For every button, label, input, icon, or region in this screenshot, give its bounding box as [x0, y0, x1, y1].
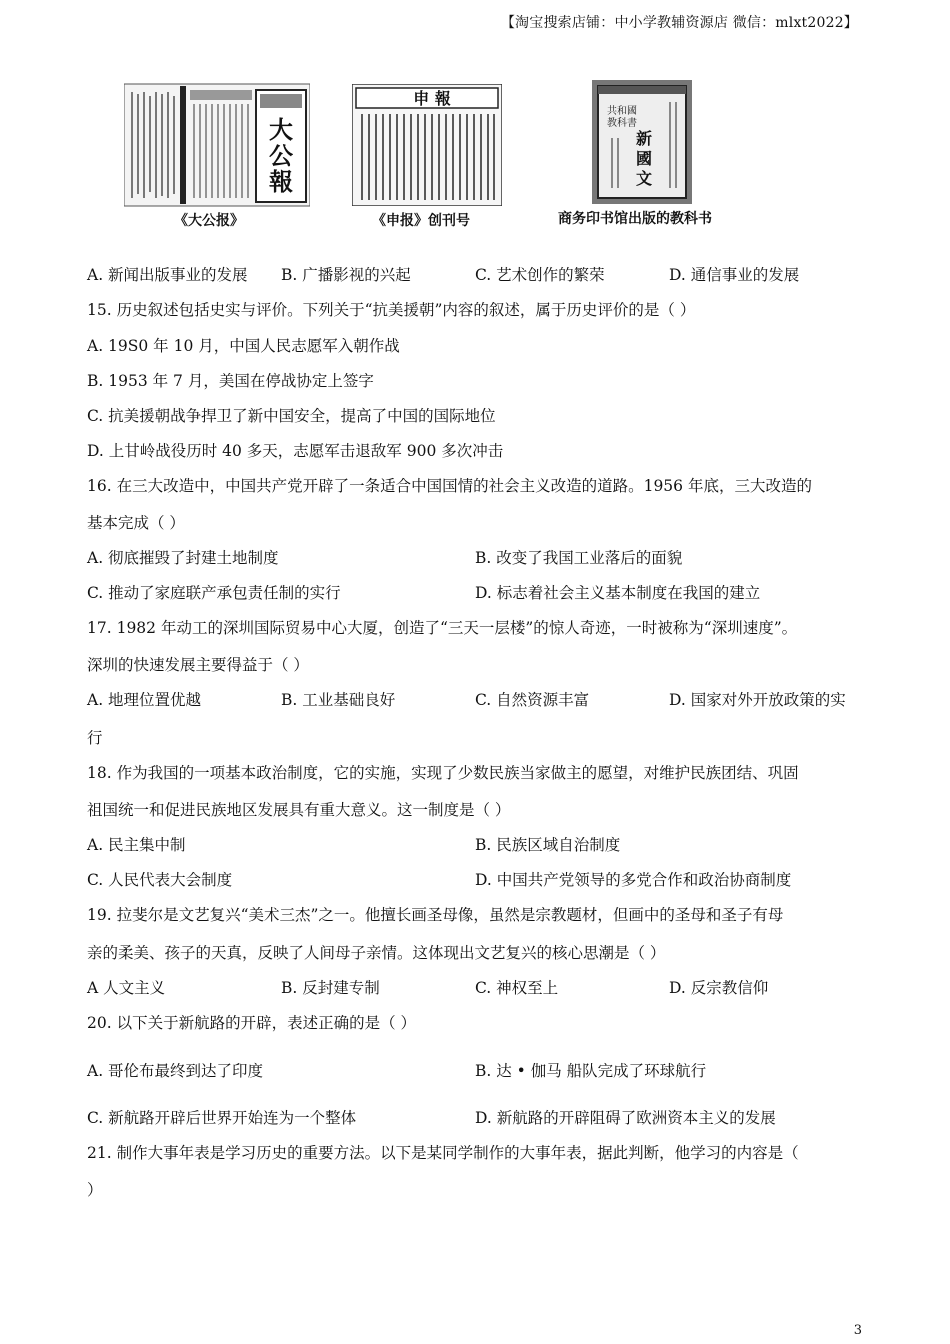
- q19-stem-line2: 亲的柔美、孩子的天真，反映了人间母子亲情。这体现出文艺复兴的核心思潮是（ ）: [87, 944, 666, 962]
- q15-option-b: B. 1953 年 7 月，美国在停战协定上签字: [87, 372, 374, 390]
- textbook-image: [592, 80, 692, 204]
- q17-option-b: B. 工业基础良好: [281, 691, 396, 709]
- caption-shenbao: 《申报》创刊号: [372, 213, 470, 229]
- q16-option-d: D. 标志着社会主义基本制度在我国的建立: [475, 584, 761, 602]
- caption-dagongbao: 《大公报》: [174, 213, 244, 229]
- q14-option-c: C. 艺术创作的繁荣: [475, 266, 605, 284]
- svg-text:國: 國: [635, 149, 653, 168]
- q18-option-c: C. 人民代表大会制度: [87, 871, 233, 889]
- q18-stem-line2: 祖国统一和促进民族地区发展具有重大意义。这一制度是（ ）: [87, 801, 511, 819]
- svg-text:文: 文: [635, 169, 653, 188]
- svg-text:新: 新: [635, 129, 653, 148]
- page-number: 3: [853, 1323, 862, 1338]
- q14-option-b: B. 广播影视的兴起: [281, 266, 411, 284]
- q19-option-c: C. 神权至上: [475, 979, 559, 997]
- svg-text:教科書: 教科書: [607, 118, 637, 129]
- q20-option-b: B. 达 • 伽马 船队完成了环球航行: [475, 1062, 707, 1080]
- page-header: 【淘宝搜索店铺：中小学教辅资源店 微信：mlxt2022】: [500, 15, 858, 31]
- q20-stem: 20. 以下关于新航路的开辟，表述正确的是（ ）: [87, 1014, 417, 1032]
- q15-option-c: C. 抗美援朝战争捍卫了新中国安全，提高了中国的国际地位: [87, 407, 496, 425]
- q20-option-c: C. 新航路开辟后世界开始连为一个整体: [87, 1109, 357, 1127]
- q19-option-d: D. 反宗教信仰: [669, 979, 769, 997]
- dagongbao-masthead-2: 公: [269, 141, 293, 170]
- q17-stem-line1: 17. 1982 年动工的深圳国际贸易中心大厦，创造了“三天一层楼”的惊人奇迹，一时被称为“深圳速度”。: [87, 619, 798, 637]
- q17-option-c: C. 自然资源丰富: [475, 691, 590, 709]
- q17-stem-line2: 深圳的快速发展主要得益于（ ）: [87, 656, 309, 674]
- q14-option-d: D. 通信事业的发展: [669, 266, 800, 284]
- dagongbao-masthead-3: 報: [269, 167, 293, 196]
- q19-option-a: A 人文主义: [87, 979, 166, 997]
- q15-option-d: D. 上甘岭战役历时 40 多天，志愿军击退敌军 900 多次冲击: [87, 442, 504, 460]
- q21-stem-line2: ）: [87, 1181, 103, 1199]
- shenbao-masthead: 申 報: [413, 89, 451, 108]
- dagongbao-masthead-1: 大: [269, 115, 293, 144]
- q19-stem-line1: 19. 拉斐尔是文艺复兴“美术三杰”之一。他擅长画圣母像，虽然是宗教题材，但画中的圣母和圣子有母: [87, 906, 784, 924]
- q18-option-b: B. 民族区域自治制度: [475, 836, 621, 854]
- q18-option-d: D. 中国共产党领导的多党合作和政治协商制度: [475, 871, 792, 889]
- q15-stem: 15. 历史叙述包括史实与评价。下列关于“抗美援朝”内容的叙述，属于历史评价的是（ ）: [87, 301, 696, 319]
- svg-text:共和國: 共和國: [607, 106, 637, 117]
- q17-option-a: A. 地理位置优越: [87, 691, 202, 709]
- q16-stem-line2: 基本完成（ ）: [87, 514, 185, 532]
- q19-option-b: B. 反封建专制: [281, 979, 380, 997]
- caption-textbook: 商务印书馆出版的教科书: [558, 211, 712, 227]
- q15-option-a: A. 19S0 年 10 月，中国人民志愿军入朝作战: [87, 337, 400, 355]
- q20-option-d: D. 新航路的开辟阻碍了欧洲资本主义的发展: [475, 1109, 776, 1127]
- q16-option-c: C. 推动了家庭联产承包责任制的实行: [87, 584, 341, 602]
- q18-option-a: A. 民主集中制: [87, 836, 186, 854]
- figure-row: [0, 78, 950, 238]
- dagongbao-image: [124, 82, 310, 208]
- q16-stem-line1: 16. 在三大改造中，中国共产党开辟了一条适合中国国情的社会主义改造的道路。1956 年底，三大改造的: [87, 477, 812, 495]
- q16-option-a: A. 彻底摧毁了封建土地制度: [87, 549, 279, 567]
- q14-option-a: A. 新闻出版事业的发展: [87, 266, 248, 284]
- q16-option-b: B. 改变了我国工业落后的面貌: [475, 549, 683, 567]
- shenbao-image: [352, 84, 502, 206]
- q17-option-d: D. 国家对外开放政策的实: [669, 691, 846, 709]
- q20-option-a: A. 哥伦布最终到达了印度: [87, 1062, 264, 1080]
- q18-stem-line1: 18. 作为我国的一项基本政治制度，它的实施，实现了少数民族当家做主的愿望，对维护民族团结、巩固: [87, 764, 799, 782]
- q21-stem-line1: 21. 制作大事年表是学习历史的重要方法。以下是某同学制作的大事年表，据此判断，他学习的内容是（: [87, 1144, 799, 1162]
- q17-option-d-wrap: 行: [87, 729, 103, 747]
